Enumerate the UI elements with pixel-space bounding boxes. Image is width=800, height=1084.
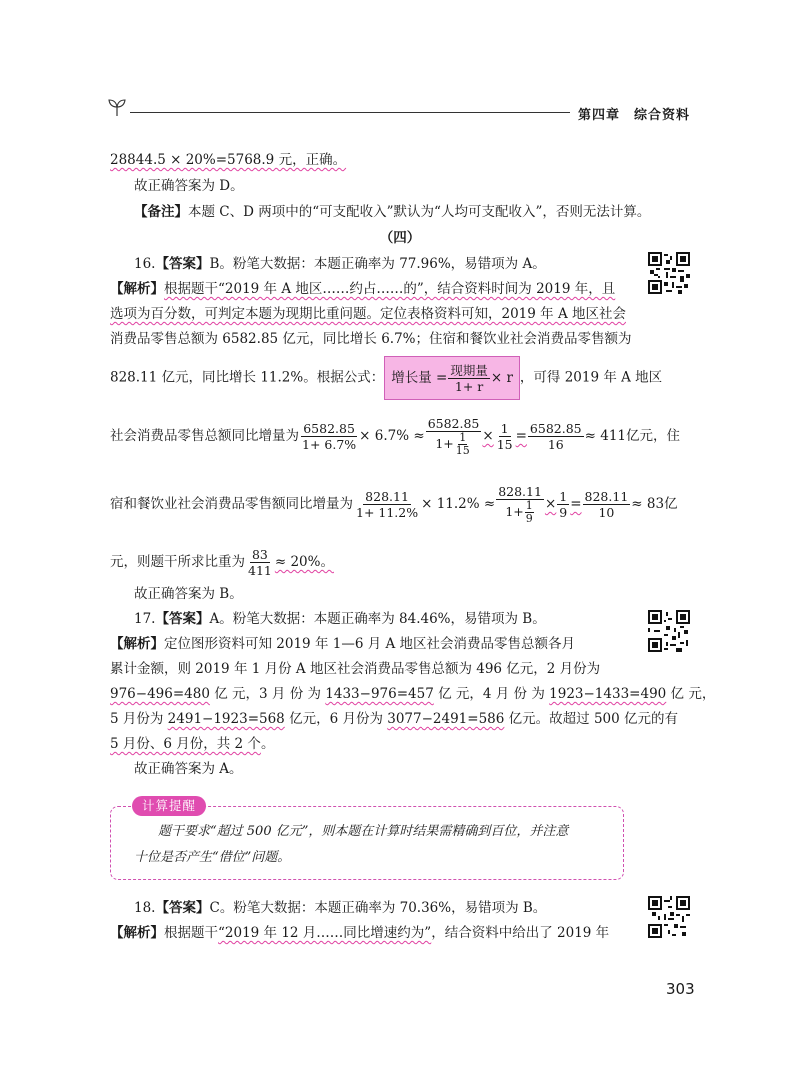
growth-formula: 增长量 = $\frac{\text{现期量}}{1+ r}$ × r xyxy=(384,356,520,400)
analysis-line: 5 月份、6 月份，共 2 个。 xyxy=(110,736,275,752)
page-number: 303 xyxy=(666,980,695,998)
text-line: 故正确答案为 D。 xyxy=(134,178,244,194)
answer-line-17: 17.【答案】A。粉笔大数据：本题正确率为 84.46%，易错项为 B。 xyxy=(134,611,546,627)
qr-code-icon[interactable] xyxy=(648,896,690,938)
analysis-line: 5 月份为 2491−1923=568 亿元，6 月份为 3077−2491=586 亿元。故超过 500 亿元的有 xyxy=(110,711,679,727)
calc-line: 宿和餐饮业社会消费品零售额同比增量为 $\frac{828.11}{1+ 11.2\%}$ × 11.2% ≈ 828.11 1+ $\frac{1}{9}$ × $\frac{1}{9}$ = $\frac{828.11}{10}$ ≈ 83亿 xyxy=(110,484,678,525)
header-rule xyxy=(130,112,570,113)
analysis-line: 【解析】根据题干“2019 年 A 地区……约占……的”，结合资料时间为 2019 年，且 xyxy=(110,281,616,297)
qr-code-icon[interactable] xyxy=(648,610,690,652)
analysis-line: 【解析】定位图形资料可知 2019 年 1—6 月 A 地区社会消费品零售总额各月 xyxy=(110,636,576,652)
answer-line-16: 16.【答案】B。粉笔大数据：本题正确率为 77.96%，易错项为 A。 xyxy=(134,256,546,272)
section-title: （四） xyxy=(379,230,421,246)
sprout-icon xyxy=(106,96,128,118)
calc-line: 社会消费品零售总额同比增量为 $\frac{6582.85}{1+ 6.7\%}$ × 6.7% ≈ 6582.85 1+ $\frac{1}{15}$ × $\frac{1}{15}$ = $\frac{6582.85}{16}$ ≈ 411亿元，住 xyxy=(110,416,680,457)
analysis-line: 【解析】根据题干“2019 年 12 月……同比增速约为”，结合资料中给出了 2019 年 xyxy=(110,925,610,941)
analysis-line: 选项为百分数，可判定本题为现期比重问题。定位表格资料可知，2019 年 A 地区社会 xyxy=(110,306,626,322)
tip-text: 十位是否产生“借位”问题。 xyxy=(134,850,291,865)
text-line: 故正确答案为 A。 xyxy=(134,761,243,777)
analysis-line: 消费品零售总额为 6582.85 亿元，同比增长 6.7%；住宿和餐饮业社会消费品零售额为 xyxy=(110,331,632,347)
analysis-line: 976−496=480 亿 元，3 月 份 为 1433−976=457 亿 元，4 月 份 为 1923−1433=490 亿 元， xyxy=(110,686,716,702)
text-line: 28844.5 × 20%=5768.9 元，正确。 xyxy=(110,152,347,168)
formula-line: 828.11 亿元，同比增长 11.2%。根据公式： 增长量 = $\frac{\text{现期量}}{1+ r}$ × r ，可得 2019 年 A 地区 xyxy=(110,356,662,400)
note-line: 【备注】本题 C、D 两项中的“可支配收入”默认为“人均可支配收入”，否则无法计算。 xyxy=(134,204,651,220)
text-line: 故正确答案为 B。 xyxy=(134,586,243,602)
tip-text: 题干要求“超过 500 亿元”，则本题在计算时结果需精确到百位，并注意 xyxy=(158,824,569,839)
calc-tip-box xyxy=(110,806,624,880)
calc-tip-label: 计算提醒 xyxy=(132,796,206,816)
answer-line-18: 18.【答案】C。粉笔大数据：本题正确率为 70.36%，易错项为 B。 xyxy=(134,900,547,916)
qr-code-icon[interactable] xyxy=(648,252,690,294)
chapter-header: 第四章 综合资料 xyxy=(578,108,691,123)
calc-line: 元，则题干所求比重为 $\frac{83}{411}$ ≈ 20%。 xyxy=(110,547,334,578)
analysis-line: 累计金额，则 2019 年 1 月份 A 地区社会消费品零售总额为 496 亿元，2 月份为 xyxy=(110,661,601,677)
